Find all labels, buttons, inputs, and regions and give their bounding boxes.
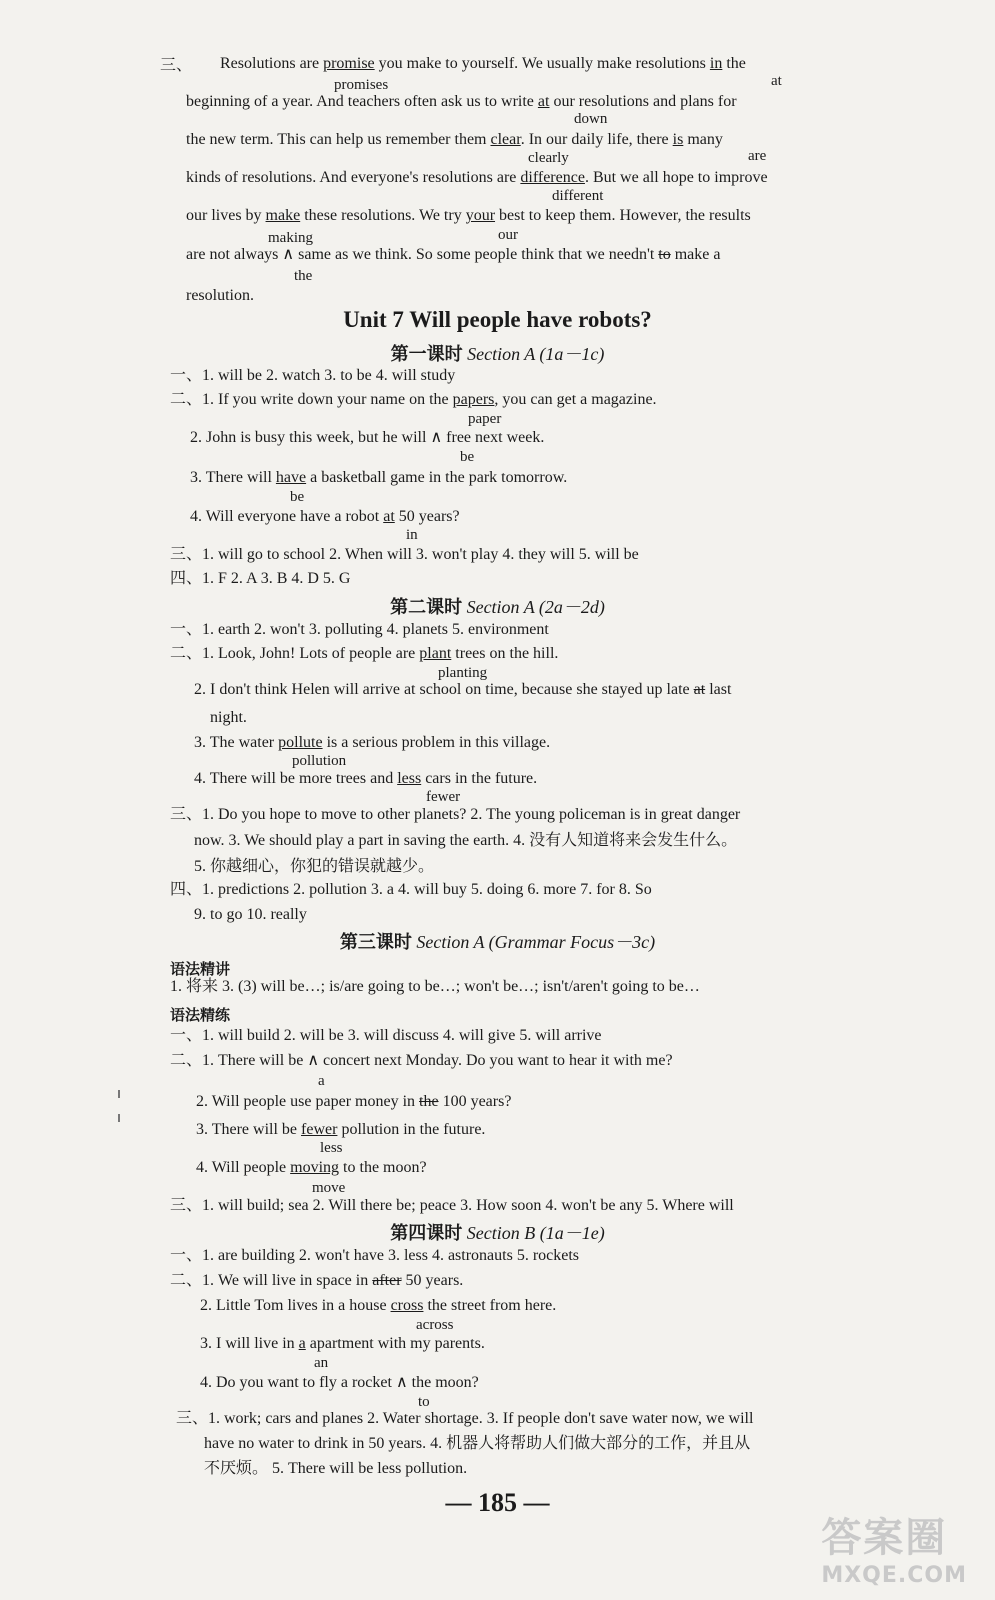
lesson-3-row: 三、1. will build; sea 2. Will there be; peace 3. How soon 4. won't be any 5. Where will xyxy=(170,1197,734,1214)
correction: across xyxy=(416,1317,454,1333)
margin-mark xyxy=(118,1114,120,1122)
lesson-3-heading: 第三课时 Section A (Grammar Focus－3c) xyxy=(339,932,656,952)
lesson-1-heading: 第一课时 Section A (1a－1c) xyxy=(390,344,605,364)
lesson-4-row: 一、1. are building 2. won't have 3. less 4. astronauts 5. rockets xyxy=(170,1247,580,1264)
correction: in xyxy=(406,527,418,543)
lesson-4-heading: 第四课时 Section B (1a－1e) xyxy=(390,1223,605,1243)
correction: at xyxy=(771,73,782,89)
correction: down xyxy=(574,111,608,127)
lesson-2-row: 9. to go 10. really xyxy=(194,906,307,923)
correction: fewer xyxy=(426,789,461,805)
lesson-4-row: 不厌烦。 5. There will be less pollution. xyxy=(204,1460,468,1477)
correction: different xyxy=(552,188,604,204)
lesson-2-row: 三、1. Do you hope to move to other planets? 2. The young policeman is in great danger xyxy=(170,806,741,823)
correction: be xyxy=(290,489,305,505)
correction: are xyxy=(748,148,767,164)
lesson-2-row: 一、1. earth 2. won't 3. polluting 4. planets 5. environment xyxy=(170,621,549,638)
lesson-2-row: 4. There will be more trees and less cars in the future. xyxy=(194,770,538,787)
passage-line-1: Resolutions are promise you make to yourself. We usually make resolutions in the xyxy=(220,55,746,72)
lesson-4-row: 4. Do you want to fly a rocket ∧ the moon? xyxy=(200,1374,479,1391)
correction: making xyxy=(268,230,313,246)
correction: move xyxy=(312,1180,346,1196)
lesson-1-row: 二、1. If you write down your name on the papers, you can get a magazine. xyxy=(170,391,657,408)
lesson-4-row: have no water to drink in 50 years. 4. 机器人将帮助人们做大部分的工作，并且从 xyxy=(204,1435,751,1452)
margin-mark xyxy=(118,1090,120,1098)
lesson-1-row: 3. There will have a basketball game in the park tomorrow. xyxy=(190,469,568,486)
passage-line-5: our lives by make these resolutions. We try your best to keep them. However, the results xyxy=(186,207,751,224)
lesson-2-row: 5. 你越细心，你犯的错误就越少。 xyxy=(194,858,435,875)
lesson-4-row: 二、1. We will live in space in after 50 years. xyxy=(170,1272,464,1289)
correction: paper xyxy=(468,411,502,427)
lesson-2-row: 2. I don't think Helen will arrive at school on time, because she stayed up late at last xyxy=(194,681,732,698)
watermark-logo: 答案圈 MXQE.COM xyxy=(821,1515,967,1588)
lesson-1-row: 2. John is busy this week, but he will ∧ free next week. xyxy=(190,429,545,446)
page-number: — 185 — xyxy=(445,1488,550,1517)
correction: our xyxy=(498,227,518,243)
lesson-1-row: 四、1. F 2. A 3. B 4. D 5. G xyxy=(170,570,351,587)
lesson-2-row: 二、1. Look, John! Lots of people are plant trees on the hill. xyxy=(170,645,559,662)
passage-line-6: are not always ∧ same as we think. So some people think that we needn't to make a xyxy=(186,246,721,263)
correction: clearly xyxy=(528,150,569,166)
lesson-1-row: 三、1. will go to school 2. When will 3. won't play 4. they will 5. will be xyxy=(170,546,639,563)
lesson-3-row: 1. 将来 3. (3) will be…; is/are going to be…; won't be…; isn't/aren't going to be… xyxy=(170,978,700,995)
passage-line-3: the new term. This can help us remember them clear. In our daily life, there is many xyxy=(186,131,723,148)
lesson-2-row: now. 3. We should play a part in saving the earth. 4. 没有人知道将来会发生什么。 xyxy=(194,832,738,849)
grammar-practice-heading: 语法精练 xyxy=(170,1008,231,1024)
lesson-3-row: 4. Will people moving to the moon? xyxy=(196,1159,427,1176)
lesson-4-row: 2. Little Tom lives in a house cross the street from here. xyxy=(200,1297,557,1314)
correction: a xyxy=(318,1073,325,1089)
correction: an xyxy=(314,1355,329,1371)
passage-line-7: resolution. xyxy=(186,287,254,304)
lesson-3-row: 二、1. There will be ∧ concert next Monday. Do you want to hear it with me? xyxy=(170,1052,673,1069)
lesson-2-row: 3. The water pollute is a serious problem in this village. xyxy=(194,734,551,751)
lesson-2-heading: 第二课时 Section A (2a－2d) xyxy=(390,597,605,617)
lesson-2-row: 四、1. predictions 2. pollution 3. a 4. will buy 5. doing 6. more 7. for 8. So xyxy=(170,881,652,898)
unit-title: Unit 7 Will people have robots? xyxy=(343,307,652,332)
passage-line-4: kinds of resolutions. And everyone's resolutions are difference. But we all hope to improve xyxy=(186,169,768,186)
grammar-explain-heading: 语法精讲 xyxy=(170,962,231,978)
correction: to xyxy=(418,1394,430,1410)
lesson-4-row: 三、1. work; cars and planes 2. Water shortage. 3. If people don't save water now, we will xyxy=(176,1410,754,1427)
correction: planting xyxy=(438,665,488,681)
lesson-3-row: 3. There will be fewer pollution in the future. xyxy=(196,1121,486,1138)
correction: pollution xyxy=(292,753,347,769)
lesson-3-row: 一、1. will build 2. will be 3. will discuss 4. will give 5. will arrive xyxy=(170,1027,602,1044)
lesson-1-row: 一、1. will be 2. watch 3. to be 4. will study xyxy=(170,367,456,384)
lesson-2-row: night. xyxy=(210,709,247,726)
correction: promises xyxy=(334,77,389,93)
lesson-1-row: 4. Will everyone have a robot at 50 years? xyxy=(190,508,460,525)
correction: be xyxy=(460,449,475,465)
passage-label: 三、 xyxy=(160,57,193,74)
correction: less xyxy=(320,1140,343,1156)
passage-line-2: beginning of a year. And teachers often ask us to write at our resolutions and plans for xyxy=(186,93,737,110)
correction: the xyxy=(294,268,313,284)
lesson-4-row: 3. I will live in a apartment with my parents. xyxy=(200,1335,485,1352)
lesson-3-row: 2. Will people use paper money in the 100 years? xyxy=(196,1093,512,1110)
